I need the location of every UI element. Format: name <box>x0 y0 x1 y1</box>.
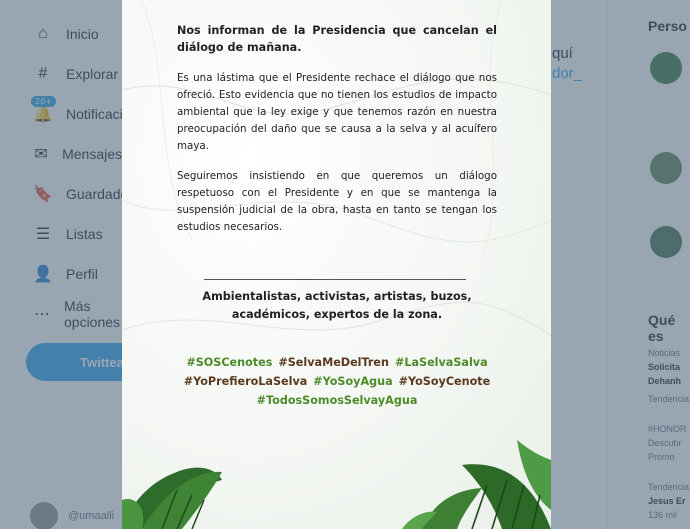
hashtag: #SOSCenotes <box>186 356 273 369</box>
hashtag: #YoSoyAgua <box>313 375 393 388</box>
hashtag: #TodosSomosSelvayAgua <box>256 394 418 407</box>
hashtag: #YoSoyCenote <box>398 375 491 388</box>
hashtag-row <box>162 372 512 391</box>
hashtag-block <box>162 353 512 410</box>
hashtag: #YoPrefieroLaSelva <box>183 375 308 388</box>
statement-paragraph-1: Es una lástima que el Presidente rechace el diálogo que nos ofreció. Esto evidencia que no tienen los estudios de impacto ambiental que la ley exige y que tenemos razón en nuestra preocupación del daño que se causa a la selva y al acuífero maya. <box>177 72 497 152</box>
divider <box>204 279 466 280</box>
hashtag: #SelvaMeDelTren <box>278 356 389 369</box>
signature-line-1: Ambientalistas, activistas, artistas, buzos, <box>202 290 472 303</box>
statement-text <box>177 22 497 249</box>
hashtag-row <box>162 353 512 372</box>
hashtag-row <box>162 391 512 410</box>
hashtag: #LaSelvaSalva <box>394 356 488 369</box>
tropical-leaves-decoration <box>122 440 551 529</box>
statement-paragraph-2: Seguiremos insistiendo en que queremos un diálogo respetuoso con el Presidente y en que se mantenga la suspensión judicial de la obra, hasta en tanto se tengan los estudios necesarios. <box>177 170 497 233</box>
signature-line-2: académicos, expertos de la zona. <box>231 308 443 321</box>
image-viewer-poster <box>122 0 551 529</box>
signature <box>177 288 497 324</box>
statement-heading: Nos informan de la Presidencia que cancelan el diálogo de mañana. <box>177 24 497 54</box>
